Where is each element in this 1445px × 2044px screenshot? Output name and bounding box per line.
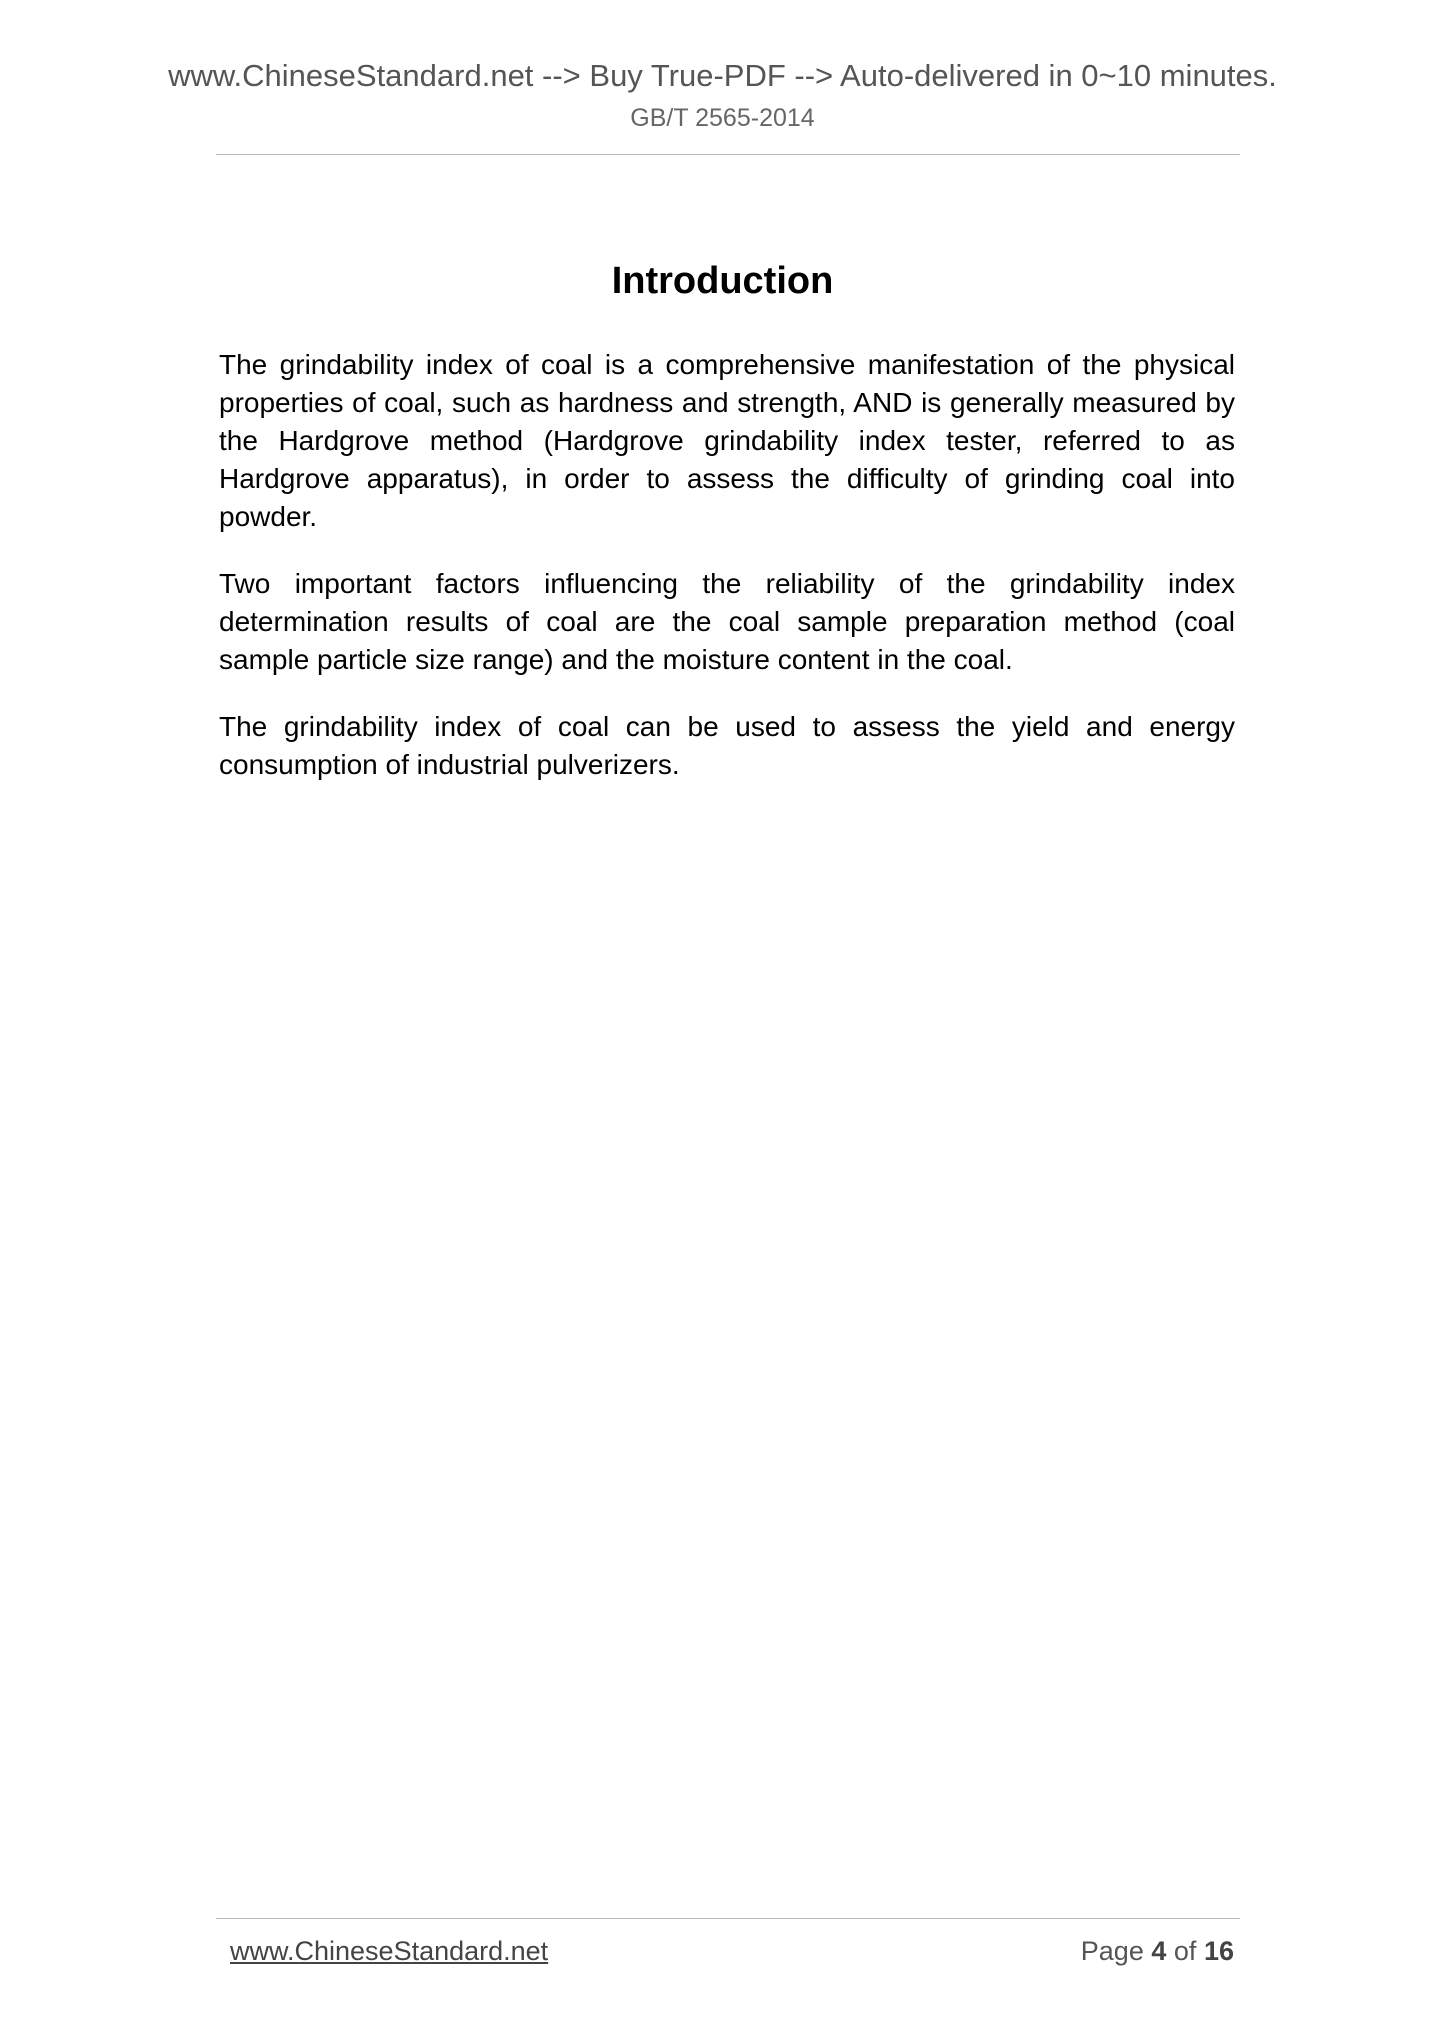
page-current: 4 bbox=[1151, 1936, 1167, 1966]
page-of: of bbox=[1173, 1936, 1197, 1966]
document-body bbox=[219, 346, 1235, 813]
standard-code: GB/T 2565-2014 bbox=[630, 104, 815, 132]
page-title: Introduction bbox=[611, 260, 834, 302]
page-indicator bbox=[1081, 1936, 1234, 1967]
footer-site-link[interactable]: www.ChineseStandard.net bbox=[230, 1936, 549, 1966]
header-divider bbox=[216, 154, 1240, 155]
paragraph: The grindability index of coal is a comprehensive manifestation of the physical properties of coal, such as hardness and strength, AND is generally measured by the Hardgrove method (Hardgrove grindability index tester, referred to as Hardgrove apparatus), in order to assess the difficulty of grinding coal into powder. bbox=[219, 349, 1235, 532]
paragraph: Two important factors influencing the reliability of the grindability index determination results of coal are the coal sample preparation method (coal sample particle size range) and the moisture content in the coal. bbox=[219, 568, 1235, 675]
page-total: 16 bbox=[1203, 1936, 1234, 1966]
header-banner: www.ChineseStandard.net --> Buy True-PDF --> Auto-delivered in 0~10 minutes. bbox=[168, 58, 1277, 93]
page-prefix: Page bbox=[1080, 1936, 1144, 1966]
paragraph: The grindability index of coal can be used to assess the yield and energy consumption of industrial pulverizers. bbox=[219, 711, 1235, 780]
footer-divider bbox=[216, 1918, 1240, 1919]
